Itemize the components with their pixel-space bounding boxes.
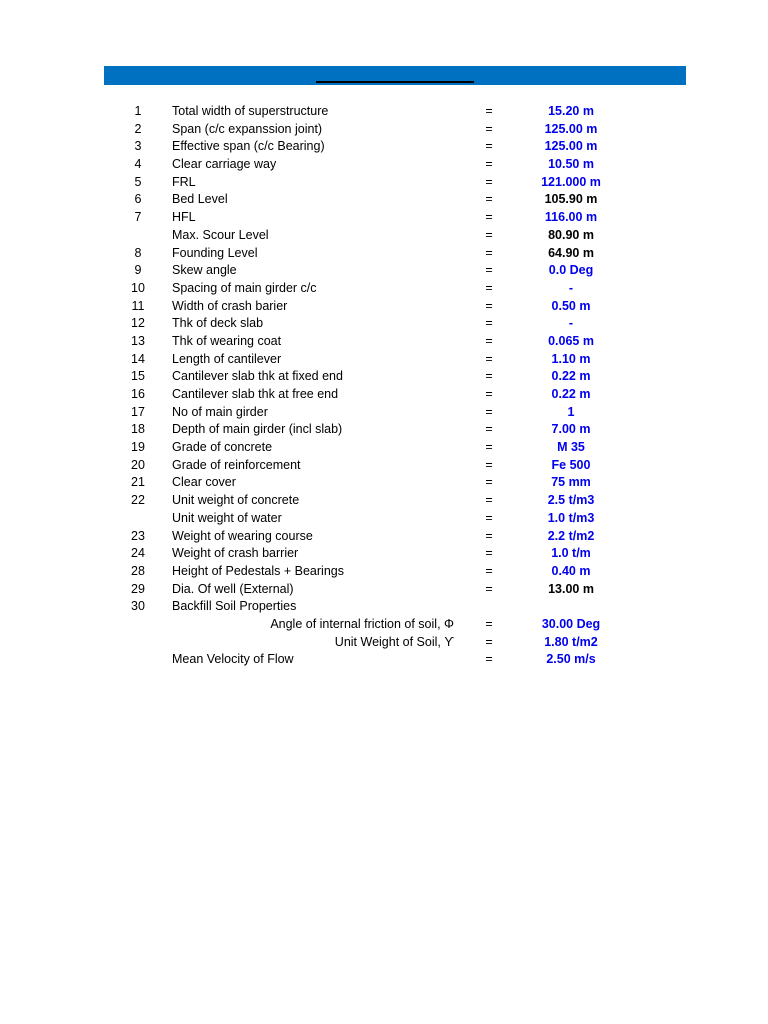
equals-sign: =	[485, 581, 493, 596]
row-value: 1.0 t/m3	[547, 510, 595, 525]
equals-sign: =	[485, 210, 493, 225]
row-number: 29	[131, 581, 145, 596]
row-label: Unit Weight of Soil, ϒ	[334, 634, 454, 649]
equals-sign: =	[485, 245, 493, 260]
row-number: 18	[131, 422, 145, 437]
table-row	[0, 616, 768, 634]
table-row	[0, 121, 768, 139]
equals-sign: =	[485, 440, 493, 455]
row-number: 7	[134, 210, 142, 225]
row-label: Weight of crash barrier	[172, 546, 299, 561]
row-number: 8	[134, 245, 142, 260]
equals-sign: =	[485, 634, 493, 649]
equals-sign: =	[485, 369, 493, 384]
table-row	[0, 245, 768, 263]
row-label: Backfill Soil Properties	[172, 599, 297, 614]
row-label: Angle of internal friction of soil, Φ	[270, 616, 454, 631]
row-label: No of main girder	[172, 404, 268, 419]
row-label: Grade of reinforcement	[172, 457, 301, 472]
row-label: Max. Scour Level	[172, 227, 269, 242]
row-value: 0.22 m	[551, 387, 591, 401]
row-value: 80.90 m	[548, 227, 594, 242]
table-row	[0, 598, 768, 616]
row-label: Total width of superstructure	[172, 104, 329, 118]
row-label: Clear carriage way	[172, 157, 277, 172]
equals-sign: =	[485, 174, 493, 189]
row-label: Dia. Of well (External)	[172, 581, 294, 596]
table-row	[0, 209, 768, 227]
row-number: 9	[134, 263, 142, 278]
equals-sign: =	[485, 404, 493, 419]
row-value: 13.00 m	[548, 581, 594, 596]
row-label: Thk of deck slab	[172, 316, 264, 331]
row-label: Spacing of main girder c/c	[172, 280, 317, 295]
table-row	[0, 457, 768, 475]
row-label: Height of Pedestals + Bearings	[172, 563, 344, 578]
table-row	[0, 103, 768, 121]
row-value: 116.00 m	[544, 210, 598, 225]
equals-sign: =	[485, 192, 493, 207]
table-row	[0, 545, 768, 563]
row-number: 13	[131, 333, 145, 348]
row-number: 5	[134, 174, 142, 189]
row-value: 30.00 Deg	[541, 616, 601, 631]
row-number: 15	[131, 369, 145, 384]
row-number: 14	[131, 351, 145, 366]
table-row	[0, 280, 768, 298]
row-label: Cantilever slab thk at fixed end	[172, 369, 343, 384]
row-label: Grade of concrete	[172, 440, 273, 455]
equals-sign: =	[485, 351, 493, 366]
equals-sign: =	[485, 263, 493, 278]
row-value: 7.00 m	[551, 422, 591, 437]
table-row	[0, 315, 768, 333]
equals-sign: =	[485, 493, 493, 508]
equals-sign: =	[485, 546, 493, 561]
row-value: -	[568, 280, 574, 295]
table-row	[0, 404, 768, 422]
row-number: 4	[134, 157, 142, 172]
equals-sign: =	[485, 157, 493, 172]
row-value: 125.00 m	[544, 121, 598, 136]
equals-sign: =	[485, 563, 493, 578]
row-number: 24	[131, 546, 145, 561]
equals-sign: =	[485, 333, 493, 348]
table-row	[0, 563, 768, 581]
row-label: FRL	[172, 174, 196, 189]
equals-sign: =	[485, 616, 493, 631]
table-row	[0, 386, 768, 404]
row-value: 75 mm	[551, 475, 591, 490]
row-number: 20	[131, 457, 145, 472]
row-number: 3	[134, 139, 142, 154]
row-number: 28	[131, 563, 145, 578]
row-label: Mean Velocity of Flow	[172, 652, 294, 667]
row-value: 2.50 m/s	[546, 652, 596, 667]
row-value: 0.50 m	[551, 298, 591, 313]
table-row	[0, 528, 768, 546]
row-value: 0.065 m	[548, 333, 594, 348]
row-label: Effective span (c/c Bearing)	[172, 139, 325, 154]
row-number: 19	[131, 440, 145, 455]
row-label: Depth of main girder (incl slab)	[172, 422, 343, 437]
row-value: M 35	[557, 440, 585, 455]
row-value: 1	[567, 404, 575, 419]
table-row	[0, 138, 768, 156]
row-label: Cantilever slab thk at free end	[172, 387, 339, 401]
row-label: Length of cantilever	[172, 351, 282, 366]
equals-sign: =	[485, 528, 493, 543]
equals-sign: =	[485, 316, 493, 331]
row-number: 21	[131, 475, 145, 490]
row-label: Weight of wearing course	[172, 528, 313, 543]
table-row	[0, 174, 768, 192]
equals-sign: =	[485, 227, 493, 242]
row-value: 1.10 m	[551, 351, 591, 366]
table-row	[0, 298, 768, 316]
row-value: Fe 500	[551, 457, 591, 472]
row-value: 1.80 t/m2	[544, 634, 598, 649]
table-row	[0, 439, 768, 457]
row-label: Clear cover	[172, 475, 236, 490]
row-value: 125.00 m	[544, 139, 598, 154]
table-row	[0, 351, 768, 369]
table-row	[0, 421, 768, 439]
row-label: Skew angle	[172, 263, 237, 278]
equals-sign: =	[485, 387, 493, 401]
equals-sign: =	[485, 422, 493, 437]
equals-sign: =	[485, 280, 493, 295]
row-number: 2	[134, 121, 142, 136]
row-value: 105.90 m	[544, 192, 598, 207]
equals-sign: =	[485, 510, 493, 525]
row-label: Thk of wearing coat	[172, 333, 282, 348]
row-value: -	[568, 316, 574, 331]
row-value: 121.000 m	[541, 174, 601, 189]
row-label: Bed Level	[172, 192, 228, 207]
table-row	[0, 651, 768, 669]
header-title-underline	[316, 81, 474, 83]
parameter-table	[0, 103, 768, 669]
row-value: 15.20 m	[548, 104, 594, 118]
row-value: 0.22 m	[551, 369, 591, 384]
table-row	[0, 227, 768, 245]
equals-sign: =	[485, 139, 493, 154]
row-number: 16	[131, 387, 145, 401]
row-value: 0.40 m	[551, 563, 591, 578]
row-label: Span (c/c expanssion joint)	[172, 121, 323, 136]
row-number: 22	[131, 493, 145, 508]
row-value: 1.0 t/m	[551, 546, 591, 561]
row-number: 30	[131, 599, 145, 614]
table-row	[0, 262, 768, 280]
equals-sign: =	[485, 457, 493, 472]
row-label: Unit weight of concrete	[172, 493, 300, 508]
row-label: Unit weight of water	[172, 510, 282, 525]
table-row	[0, 581, 768, 599]
row-number: 23	[131, 528, 145, 543]
row-label: HFL	[172, 210, 196, 225]
row-value: 2.5 t/m3	[547, 493, 595, 508]
table-row	[0, 368, 768, 386]
row-label: Founding Level	[172, 245, 258, 260]
equals-sign: =	[485, 475, 493, 490]
table-row	[0, 191, 768, 209]
row-value: 10.50 m	[548, 157, 594, 172]
equals-sign: =	[485, 298, 493, 313]
row-number: 11	[131, 298, 145, 313]
table-row	[0, 634, 768, 652]
row-number: 17	[131, 404, 145, 419]
row-label: Width of crash barier	[172, 298, 288, 313]
row-number: 6	[134, 192, 142, 207]
row-value: 2.2 t/m2	[547, 528, 595, 543]
table-row	[0, 492, 768, 510]
equals-sign: =	[485, 104, 493, 118]
equals-sign: =	[485, 652, 493, 667]
row-value: 0.0 Deg	[548, 263, 594, 278]
row-number: 10	[131, 280, 145, 295]
row-number: 12	[131, 316, 145, 331]
table-row	[0, 474, 768, 492]
equals-sign: =	[485, 121, 493, 136]
table-row	[0, 156, 768, 174]
table-row	[0, 333, 768, 351]
table-row	[0, 510, 768, 528]
row-value: 64.90 m	[548, 245, 594, 260]
row-number: 1	[134, 104, 142, 118]
